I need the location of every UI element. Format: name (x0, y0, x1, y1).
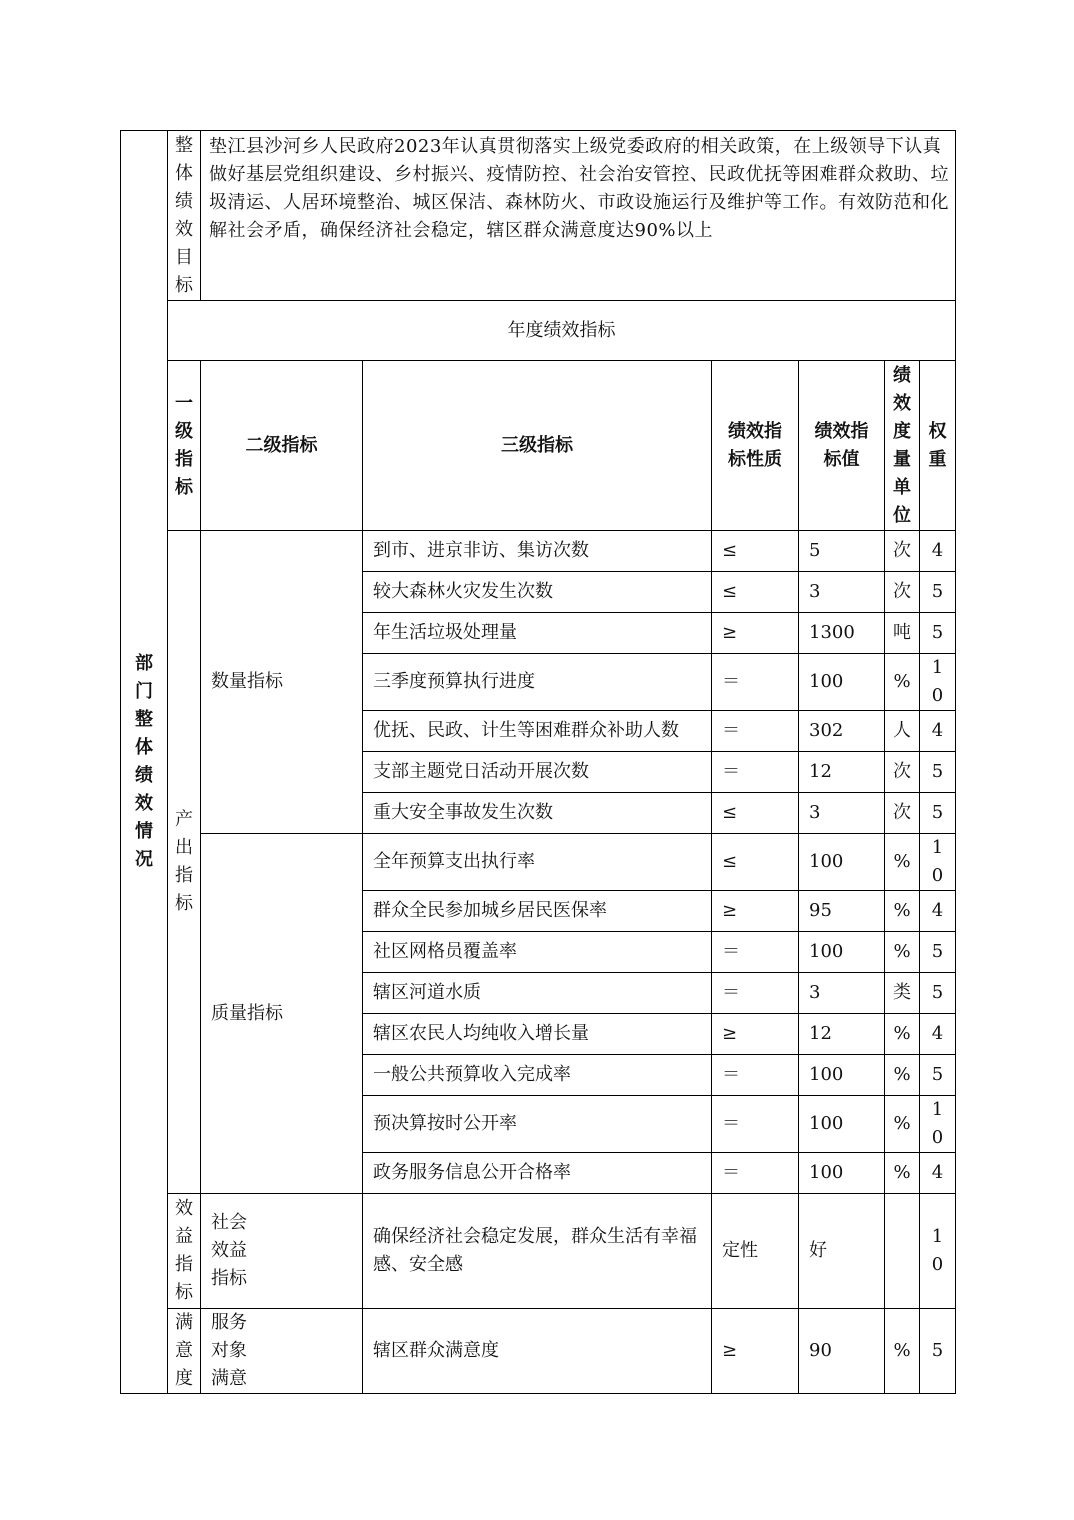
outer-label: 部门整体绩效情况 (121, 131, 168, 1394)
row-name: 较大森林火灾发生次数 (363, 572, 712, 613)
row-nature: ＝ (712, 654, 799, 711)
row-name: 社区网格员覆盖率 (363, 932, 712, 973)
row-nature: ≤ (712, 531, 799, 572)
table-row (121, 1194, 956, 1309)
row-weight: 10 (920, 834, 956, 891)
row-nature: ＝ (712, 932, 799, 973)
row-value: 302 (799, 711, 885, 752)
row-name: 三季度预算执行进度 (363, 654, 712, 711)
row-name: 年生活垃圾处理量 (363, 613, 712, 654)
row-weight: 5 (920, 752, 956, 793)
goal-text: 垫江县沙河乡人民政府2023年认真贯彻落实上级党委政府的相关政策，在上级领导下认真做好基层党组织建设、乡村振兴、疫情防控、社会治安管控、民政优抚等困难群众救助、垃圾清运、人居环境整治、城区保洁、森林防火、市政设施运行及维护等工作。有效防范和化解社会矛盾，确保经济社会稳定，辖区群众满意度达90%以上 (201, 131, 956, 301)
row-name: 重大安全事故发生次数 (363, 793, 712, 834)
table-row (121, 531, 956, 572)
row-value: 100 (799, 1096, 885, 1153)
header-nature: 绩效指标性质 (712, 361, 799, 531)
row-name: 预决算按时公开率 (363, 1096, 712, 1153)
row-name: 到市、进京非访、集访次数 (363, 531, 712, 572)
group-satisfaction: 满意度 (168, 1309, 201, 1394)
row-unit: 次 (885, 531, 920, 572)
row-unit: 次 (885, 793, 920, 834)
row-weight: 5 (920, 932, 956, 973)
performance-table (120, 130, 956, 1394)
row-unit: % (885, 1014, 920, 1055)
row-value: 95 (799, 891, 885, 932)
row-unit (885, 1194, 920, 1309)
row-unit: % (885, 654, 920, 711)
row-name: 辖区农民人均纯收入增长量 (363, 1014, 712, 1055)
row-weight: 10 (920, 654, 956, 711)
row-name: 支部主题党日活动开展次数 (363, 752, 712, 793)
row-nature: ≥ (712, 613, 799, 654)
row-name: 全年预算支出执行率 (363, 834, 712, 891)
row-value: 100 (799, 834, 885, 891)
row-nature: ≥ (712, 1309, 799, 1394)
row-nature: ≤ (712, 834, 799, 891)
row-nature: ＝ (712, 752, 799, 793)
goal-label: 整体绩效目标 (168, 131, 201, 301)
row-value: 5 (799, 531, 885, 572)
group-benefit: 效益指标 (168, 1194, 201, 1309)
row-value: 90 (799, 1309, 885, 1394)
row-unit: % (885, 1055, 920, 1096)
row-value: 3 (799, 973, 885, 1014)
subgroup-social: 社会 效益 指标 (201, 1194, 363, 1309)
subgroup-service: 服务 对象 满意 (201, 1309, 363, 1394)
subgroup-quantity: 数量指标 (201, 531, 363, 834)
row-nature: ≥ (712, 1014, 799, 1055)
group-output: 产出指标 (168, 531, 201, 1194)
row-name: 辖区群众满意度 (363, 1309, 712, 1394)
row-weight: 5 (920, 1309, 956, 1394)
row-value: 12 (799, 1014, 885, 1055)
row-weight: 4 (920, 711, 956, 752)
row-value: 100 (799, 932, 885, 973)
row-weight: 5 (920, 793, 956, 834)
row-unit: % (885, 834, 920, 891)
row-value: 100 (799, 1153, 885, 1194)
row-nature: ≤ (712, 572, 799, 613)
header-level1: 一级指标 (168, 361, 201, 531)
row-value: 100 (799, 1055, 885, 1096)
row-unit: % (885, 1309, 920, 1394)
row-name: 确保经济社会稳定发展，群众生活有幸福感、安全感 (363, 1194, 712, 1309)
row-weight: 5 (920, 1055, 956, 1096)
table-row (121, 1309, 956, 1394)
row-nature: ＝ (712, 711, 799, 752)
row-name: 政务服务信息公开合格率 (363, 1153, 712, 1194)
row-unit: % (885, 891, 920, 932)
row-unit: % (885, 1096, 920, 1153)
row-unit: 次 (885, 752, 920, 793)
row-nature: ≤ (712, 793, 799, 834)
row-weight: 5 (920, 973, 956, 1014)
header-level3: 三级指标 (363, 361, 712, 531)
row-value: 3 (799, 572, 885, 613)
row-nature: ＝ (712, 973, 799, 1014)
row-weight: 10 (920, 1194, 956, 1309)
row-value: 12 (799, 752, 885, 793)
row-weight: 5 (920, 572, 956, 613)
table-row (121, 834, 956, 891)
row-nature: 定性 (712, 1194, 799, 1309)
row-weight: 4 (920, 891, 956, 932)
row-value: 100 (799, 654, 885, 711)
row-nature: ＝ (712, 1055, 799, 1096)
row-weight: 5 (920, 613, 956, 654)
row-unit: 人 (885, 711, 920, 752)
row-nature: ＝ (712, 1096, 799, 1153)
row-weight: 4 (920, 1014, 956, 1055)
row-name: 一般公共预算收入完成率 (363, 1055, 712, 1096)
row-value: 1300 (799, 613, 885, 654)
subgroup-quality: 质量指标 (201, 834, 363, 1194)
row-unit: 次 (885, 572, 920, 613)
row-unit: 吨 (885, 613, 920, 654)
row-unit: 类 (885, 973, 920, 1014)
row-weight: 10 (920, 1096, 956, 1153)
row-name: 优抚、民政、计生等困难群众补助人数 (363, 711, 712, 752)
row-value: 好 (799, 1194, 885, 1309)
header-unit: 绩效度量单位 (885, 361, 920, 531)
header-level2: 二级指标 (201, 361, 363, 531)
row-nature: ≥ (712, 891, 799, 932)
row-weight: 4 (920, 531, 956, 572)
row-name: 辖区河道水质 (363, 973, 712, 1014)
row-value: 3 (799, 793, 885, 834)
row-unit: % (885, 932, 920, 973)
row-weight: 4 (920, 1153, 956, 1194)
header-value: 绩效指标值 (799, 361, 885, 531)
row-name: 群众全民参加城乡居民医保率 (363, 891, 712, 932)
annual-title: 年度绩效指标 (168, 301, 956, 361)
row-nature: ＝ (712, 1153, 799, 1194)
header-weight: 权重 (920, 361, 956, 531)
row-unit: % (885, 1153, 920, 1194)
